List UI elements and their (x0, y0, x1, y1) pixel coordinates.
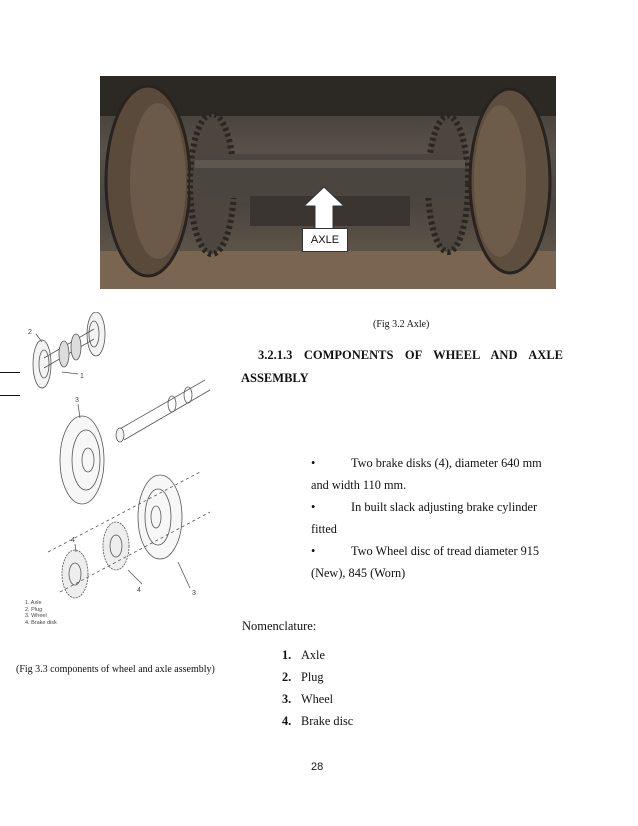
list-label: Plug (301, 670, 324, 684)
bullet-icon: • (311, 456, 316, 470)
list-label: Wheel (301, 692, 334, 706)
list-number: 1. (282, 648, 292, 662)
callout-label: 3 (192, 590, 196, 597)
bullet-text-cont: and width 110 mm. (311, 478, 407, 492)
nomenclature-list (282, 644, 353, 732)
section-heading-cont: ASSEMBLY (241, 371, 309, 385)
list-item (282, 688, 353, 710)
bullet-text-cont: fitted (311, 522, 337, 536)
list-item (282, 644, 353, 666)
bullet-text: Two Wheel disc of tread diameter 915 (351, 544, 540, 558)
bullet-text-cont: (New), 845 (Worn) (311, 566, 406, 580)
list-item (282, 710, 353, 732)
figure-caption-axle: (Fig 3.2 Axle) (373, 319, 430, 330)
page-number: 28 (311, 761, 324, 773)
wheel-axle-exploded-diagram (20, 312, 235, 602)
spec-bullet-list (311, 452, 563, 584)
bullet-icon: • (311, 544, 316, 558)
legend-item: 3. Wheel (25, 613, 47, 619)
margin-rule (0, 372, 20, 373)
figure-caption-assembly: (Fig 3.3 components of wheel and axle assembly) (16, 664, 215, 675)
axle-label: AXLE (302, 228, 348, 252)
axle-photo-graphic (100, 76, 556, 289)
bullet-text: Two brake disks (4), diameter 640 mm (351, 456, 542, 470)
legend-item: 2. Plug (25, 606, 43, 613)
up-arrow-icon (303, 186, 345, 230)
bullet-icon: • (311, 500, 316, 514)
callout-label: 2 (28, 329, 32, 336)
callout-label: 4 (71, 537, 75, 544)
list-number: 4. (282, 714, 292, 728)
bullet-item (311, 540, 563, 562)
callout-label: 4 (137, 587, 141, 594)
diagram-legend (25, 600, 57, 626)
margin-rule (0, 395, 20, 396)
callout-label: 1 (80, 373, 84, 380)
legend-item: 1. Axle (25, 600, 42, 606)
list-item (282, 666, 353, 688)
callout-label: 3 (75, 397, 79, 404)
bullet-item (311, 452, 563, 474)
list-number: 2. (282, 670, 292, 684)
bullet-text: In built slack adjusting brake cylinder (351, 500, 538, 514)
bullet-item (311, 496, 563, 518)
list-label: Axle (301, 648, 325, 662)
list-number: 3. (282, 692, 292, 706)
section-heading: 3.2.1.3 COMPONENTS OF WHEEL AND AXLE (258, 348, 563, 362)
axle-photo (100, 76, 556, 289)
list-label: Brake disc (301, 714, 354, 728)
nomenclature-title: Nomenclature: (242, 619, 317, 633)
legend-item: 4. Brake disk (25, 619, 57, 626)
